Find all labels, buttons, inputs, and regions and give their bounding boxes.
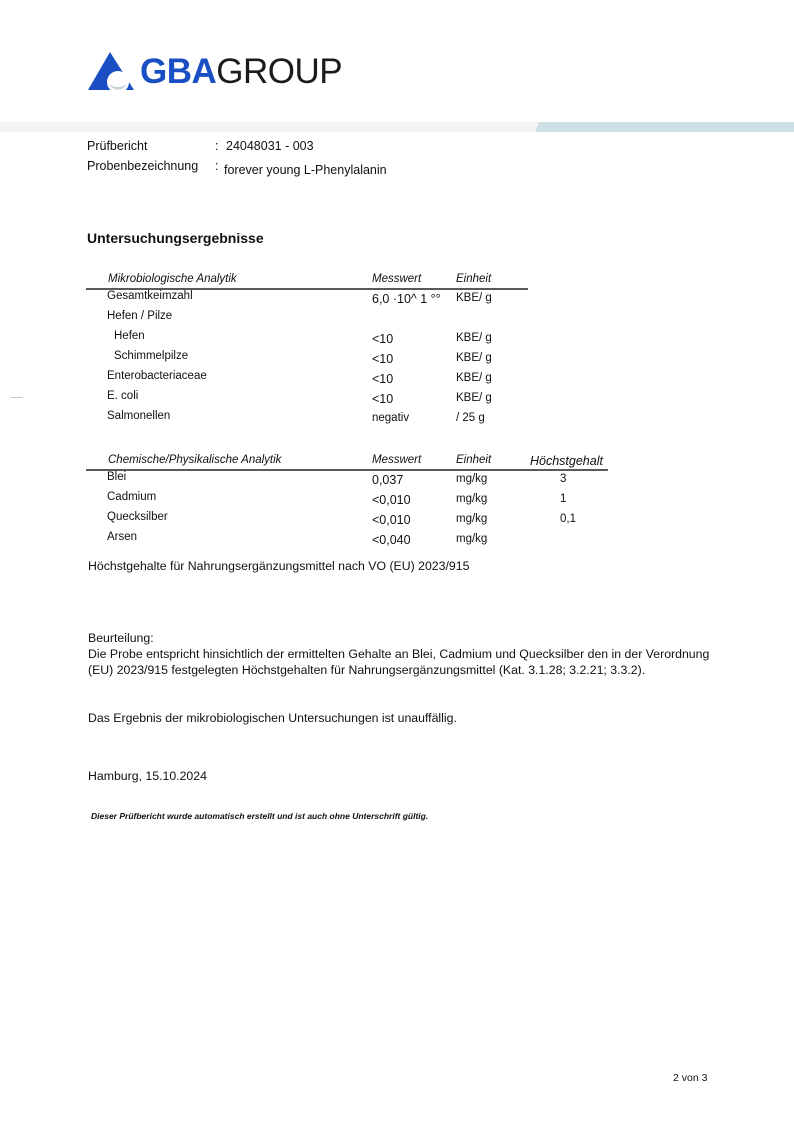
analyte-value: negativ [372,412,410,424]
analyte-value: 6,0 ·10^ 1 °° [372,292,441,306]
analyte-value: <10 [372,352,394,366]
chem-header-max: Höchstgehalt [530,454,603,468]
analyte-name: Gesamtkeimzahl [107,290,193,302]
brand-name-bold: GBA [140,52,217,91]
sample-name-value: forever young L-Phenylalanin [224,163,387,177]
analyte-value: <10 [372,392,394,406]
analyte-value: <10 [372,332,394,346]
company-logo [88,52,342,92]
analyte-name: Salmonellen [107,410,171,422]
analyte-name: Arsen [107,531,138,543]
assessment-label: Beurteilung: [88,631,154,645]
section-title: Untersuchungsergebnisse [87,230,264,246]
page-number: 2 von 3 [673,1072,708,1084]
analyte-value: <0,010 [372,493,411,507]
analyte-unit: / 25 g [456,412,485,424]
brand-name [140,52,342,92]
sample-name-label: Probenbezeichnung [87,159,199,173]
micro-header-unit: Einheit [456,273,492,285]
report-number-colon: : [215,139,219,153]
analyte-max: 1 [560,493,567,505]
sample-name-colon: : [215,159,219,173]
analyte-name: E. coli [107,390,139,402]
analyte-value: <0,040 [372,533,411,547]
chem-header-value: Messwert [372,454,422,466]
analyte-max: 3 [560,473,567,485]
analyte-max: 0,1 [560,513,576,525]
disclaimer: Dieser Prüfbericht wurde automatisch erstellt und ist auch ohne Unterschrift gültig. [91,811,429,821]
analyte-name: Blei [107,471,127,483]
gba-triangle-logo-icon [88,52,136,92]
analyte-value: <10 [372,372,394,386]
report-number-label: Prüfbericht [87,139,148,153]
chem-table-footnote: Höchstgehalte für Nahrungsergänzungsmittel nach VO (EU) 2023/915 [88,559,470,573]
analyte-unit: mg/kg [456,533,488,545]
report-number-value: 24048031 - 003 [226,139,314,153]
margin-mark [11,397,23,398]
analyte-unit: KBE/ g [456,392,492,404]
analyte-name: Cadmium [107,491,157,503]
analyte-unit: KBE/ g [456,352,492,364]
assessment-micro-text: Das Ergebnis der mikrobiologischen Untersuchungen ist unauffällig. [88,711,457,725]
analyte-name: Schimmelpilze [114,350,189,362]
analyte-unit: mg/kg [456,493,488,505]
micro-header-value: Messwert [372,273,422,285]
header-band-right [535,122,794,132]
analyte-unit: KBE/ g [456,332,492,344]
chem-header-unit: Einheit [456,454,492,466]
chem-header-analysis: Chemische/Physikalische Analytik [108,454,282,466]
micro-header-analysis: Mikrobiologische Analytik [108,273,237,285]
analyte-unit: KBE/ g [456,372,492,384]
header-band-left [0,122,540,132]
analyte-value: <0,010 [372,513,411,527]
analyte-name: Quecksilber [107,511,168,523]
chem-header-rule [86,469,608,471]
analyte-value: 0,037 [372,473,404,487]
analyte-unit: KBE/ g [456,292,492,304]
analyte-unit: mg/kg [456,513,488,525]
assessment-text: Die Probe entspricht hinsichtlich der ermittelten Gehalte an Blei, Cadmium und Quecksilber den in der Verordnung (EU) 2023/915 festgelegten Höchstgehalten für Nahrungsergänzungsmittel (Kat. 3.1.28; 3.2.21; 3.3.2). [88,647,710,677]
place-date: Hamburg, 15.10.2024 [88,769,207,783]
analyte-group-name: Hefen / Pilze [107,310,173,322]
analyte-unit: mg/kg [456,473,488,485]
analyte-name: Hefen [114,330,145,342]
brand-name-light: GROUP [216,52,343,91]
analyte-name: Enterobacteriaceae [107,370,207,382]
